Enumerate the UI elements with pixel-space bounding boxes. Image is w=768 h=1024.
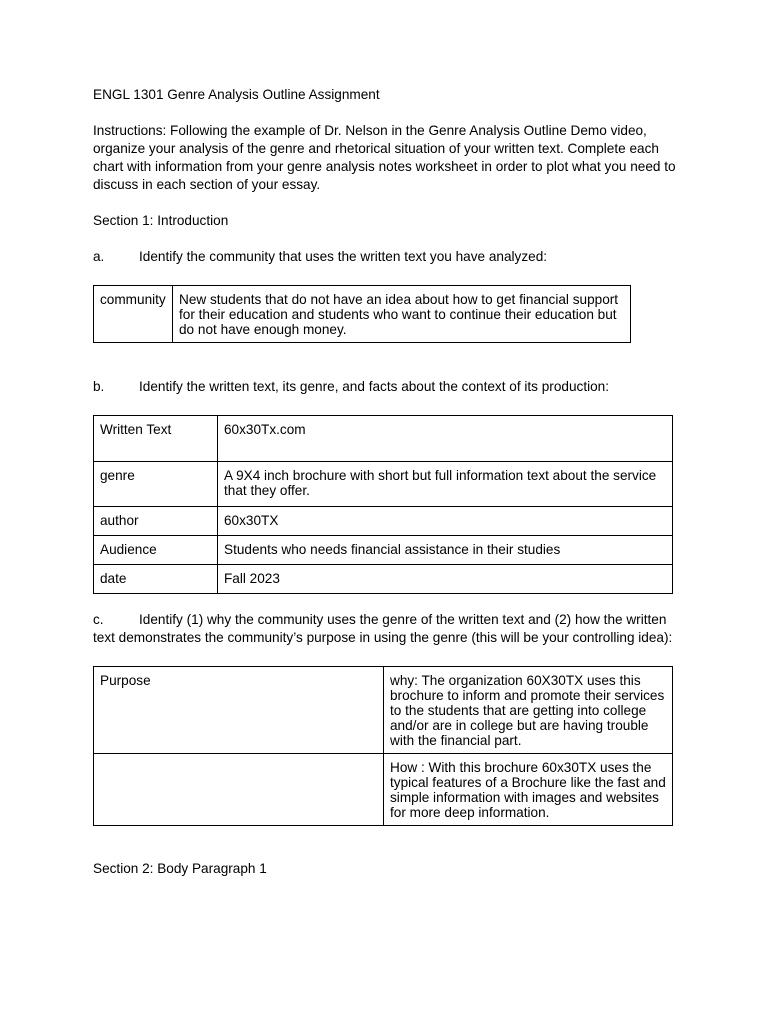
- section-2-heading: Section 2: Body Paragraph 1: [93, 861, 267, 876]
- item-a-letter: a.: [93, 249, 105, 264]
- item-a-prompt: [93, 248, 683, 266]
- date-value-cell: Fall 2023: [218, 565, 673, 594]
- written-text-table: [93, 415, 673, 594]
- purpose-key-cell: Purpose: [94, 667, 384, 754]
- author-key-cell: author: [94, 507, 218, 536]
- purpose-how-cell: How : With this brochure 60x30TX uses the typical features of a Brochure like the fast and simple information with images and websites for more deep information.: [384, 754, 673, 826]
- date-key-cell: date: [94, 565, 218, 594]
- genre-key-cell: genre: [94, 462, 218, 507]
- item-b-prompt: [93, 378, 683, 396]
- item-c-letter: c.: [93, 612, 104, 627]
- genre-value-cell: A 9X4 inch brochure with short but full information text about the service that they offer.: [218, 462, 673, 507]
- table-row: [94, 507, 673, 536]
- audience-key-cell: Audience: [94, 536, 218, 565]
- table-row: [94, 462, 673, 507]
- document-title: ENGL 1301 Genre Analysis Outline Assignment: [93, 87, 380, 102]
- community-value-cell: New students that do not have an idea about how to get financial support for their education and students who want to continue their education but do not have enough money.: [173, 286, 631, 343]
- table-row: [94, 536, 673, 565]
- document-page: [93, 86, 683, 878]
- item-c-text: Identify (1) why the community uses the genre of the written text and (2) how the written text demonstrates the community’s purpose in using the genre (this will be your controlling idea):: [93, 612, 673, 645]
- table-row: [94, 286, 631, 343]
- purpose-why-cell: why: The organization 60X30TX uses this brochure to inform and promote their services to the students that are getting into college and/or are in college but are having trouble with the financial part.: [384, 667, 673, 754]
- table-row: [94, 565, 673, 594]
- purpose-table: [93, 666, 673, 826]
- instructions-paragraph: Instructions: Following the example of Dr. Nelson in the Genre Analysis Outline Demo video, organize your analysis of the genre and rhetorical situation of your written text. Complete each chart with information from your genre analysis notes worksheet in order to plot what you need to discuss in each section of your essay.: [93, 123, 676, 192]
- community-table: [93, 285, 631, 343]
- item-b-text: Identify the written text, its genre, and facts about the context of its production:: [139, 379, 610, 394]
- section-1-heading: Section 1: Introduction: [93, 213, 229, 228]
- audience-value-cell: Students who needs financial assistance in their studies: [218, 536, 673, 565]
- written-text-key-cell: Written Text: [94, 416, 218, 462]
- table-row: [94, 667, 673, 754]
- table-row: [94, 754, 673, 826]
- author-value-cell: 60x30TX: [218, 507, 673, 536]
- written-text-value-cell: 60x30Tx.com: [218, 416, 673, 462]
- item-a-text: Identify the community that uses the written text you have analyzed:: [139, 249, 548, 264]
- item-c-prompt: [93, 611, 683, 647]
- community-key-cell: community: [94, 286, 173, 343]
- item-b-letter: b.: [93, 379, 105, 394]
- table-row: [94, 416, 673, 462]
- purpose-empty-cell: [94, 754, 384, 826]
